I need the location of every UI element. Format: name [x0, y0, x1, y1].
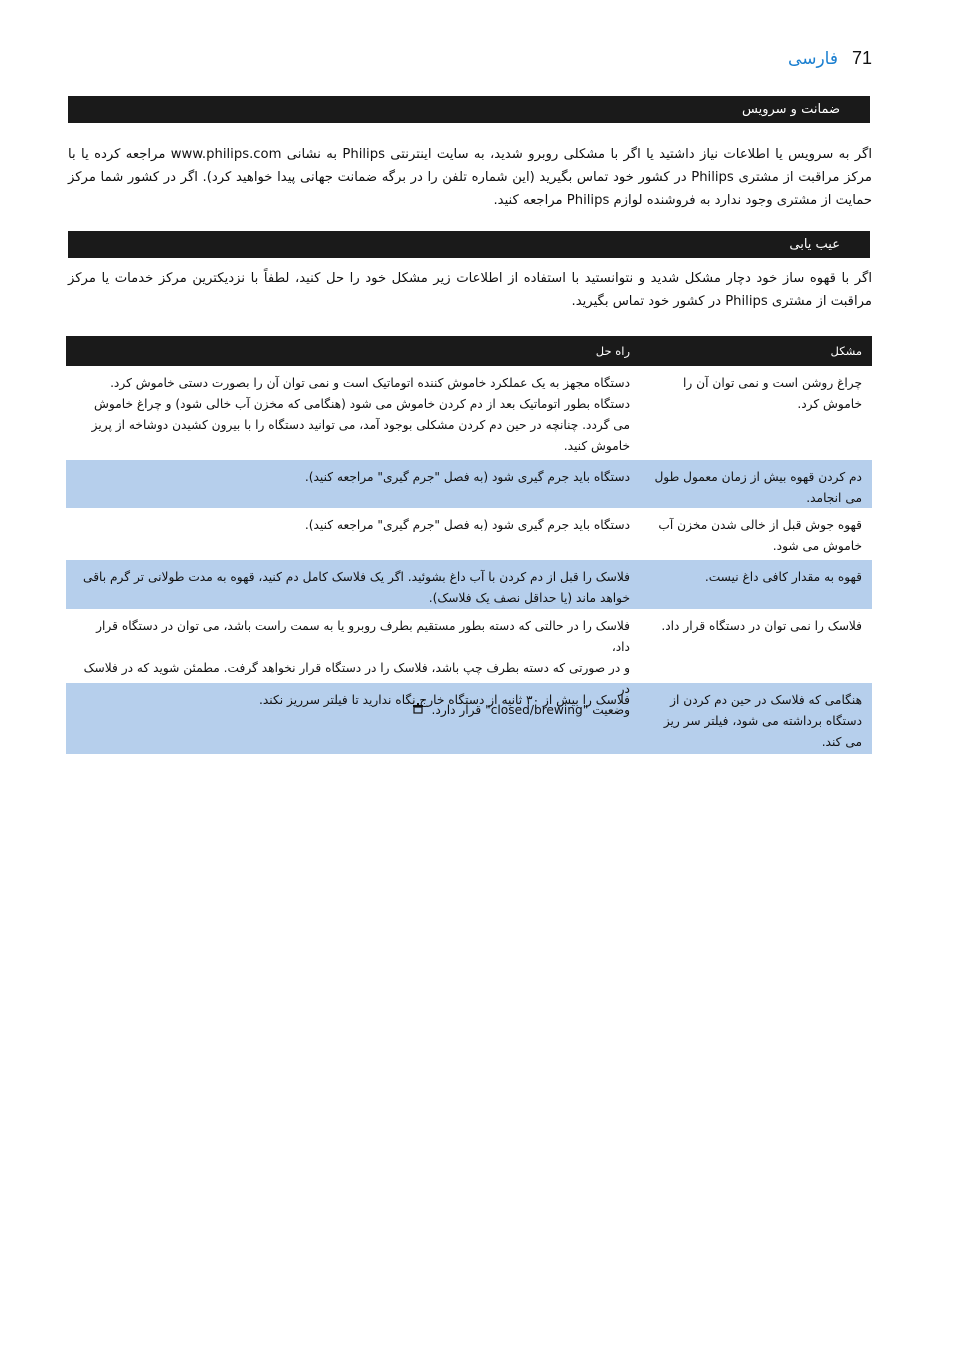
table-row	[66, 366, 872, 460]
troubleshooting-text: اگر با قهوه ساز خود دچار مشکل شدید و نتوانستید با استفاده از اطلاعات زیر مشکل خود را حل کنید، لطفاً با نزدیکترین مرکز خدمات یا مرکز مراقبت از مشتری Philips در کشور خود تماس بگیرید.	[68, 271, 872, 309]
table-header	[66, 336, 872, 366]
solution-cell: فلاسک را در حالتی که دسته بطور مستقیم بطرف روبرو یا به سمت راست باشد، می توان در دستگاه قرار داد، و در صورتی که دسته بطرف چپ باشد، فلاسک را در دستگاه قرار نخواهد گرفت. مطمئن شوید که در فلاسک در وضعیت "closed/brewing" قرار دارد.	[66, 609, 636, 683]
solution-cell: فلاسک را بیش از ۳۰ ثانیه از دستگاه خارج نگاه ندارید تا فیلتر سرریز نکند.	[259, 693, 630, 707]
page-number: 71	[851, 48, 872, 68]
solution-cell: دستگاه مجهز به یک عملکرد خاموش کننده اتوماتیک است و نمی توان آن را بصورت دستی خاموش کرد. دستگاه بطور اتوماتیک بعد از دم کردن خاموش می شود (هنگامی که مخزن آب خالی شود) و چراغ خاموش می گردد. چنانچه در حین دم کردن مشکلی بوجود آمد، می توانید دستگاه را با بیرون کشیدن دوشاخه از پریز خاموش کنید.	[91, 376, 630, 453]
warranty-paragraph	[68, 143, 872, 212]
table-row	[66, 460, 872, 508]
page-header	[788, 48, 872, 69]
table-row	[66, 683, 872, 754]
header-solution: راه حل	[595, 344, 630, 358]
solution-cell: دستگاه باید جرم گیری شود (به فصل "جرم گیری" مراجعه کنید).	[304, 470, 630, 484]
section-title-troubleshooting: عیب یابی	[68, 231, 870, 258]
problem-cell: چراغ روشن است و نمی توان آن را خاموش کرد.	[683, 376, 862, 411]
problem-cell: هنگامی که فلاسک در حین دم کردن از دستگاه برداشته می شود، فیلتر سر ریز می کند.	[663, 693, 862, 749]
table-row	[66, 508, 872, 560]
section-title-warranty: ضمانت و سرویس	[68, 96, 870, 123]
language-label: فارسی	[788, 49, 838, 69]
header-problem: مشکل	[830, 344, 862, 358]
warranty-text: اگر به سرویس یا اطلاعات نیاز داشتید یا اگر با مشکلی روبرو شدید، به سایت اینترنتی Philips به نشانی www.philips.com مراجعه کرده یا با مرکز مراقبت از مشتری Philips در کشور خود تماس بگیرید (این شماره تلفن را در برگه ضمانت جهانی پیدا خواهید کرد). اگر در کشور شما مرکز حمایت از مشتری وجود ندارد به فروشنده لوازم Philips مراجعه کنید.	[68, 147, 872, 208]
table-row	[66, 560, 872, 609]
problem-cell: قهوه جوش قبل از خالی شدن مخزن آب خاموش می شود.	[658, 518, 862, 553]
solution-cell: دستگاه باید جرم گیری شود (به فصل "جرم گیری" مراجعه کنید).	[304, 518, 630, 532]
solution-cell: فلاسک را قبل از دم کردن با آب داغ بشوئید. اگر یک فلاسک کامل دم کنید، قهوه به مدت طولانی تر گرم باقی خواهد ماند (یا حداقل نصف یک فلاسک).	[83, 570, 630, 605]
problem-cell: فلاسک را نمی توان در دستگاه قرار داد.	[661, 619, 862, 633]
troubleshooting-paragraph	[68, 267, 872, 313]
troubleshooting-table	[66, 336, 872, 754]
problem-cell: دم کردن قهوه بیش از زمان معمول طول می انجامد.	[654, 470, 862, 505]
problem-cell: قهوه به مقدار کافی داغ نیست.	[704, 570, 862, 584]
